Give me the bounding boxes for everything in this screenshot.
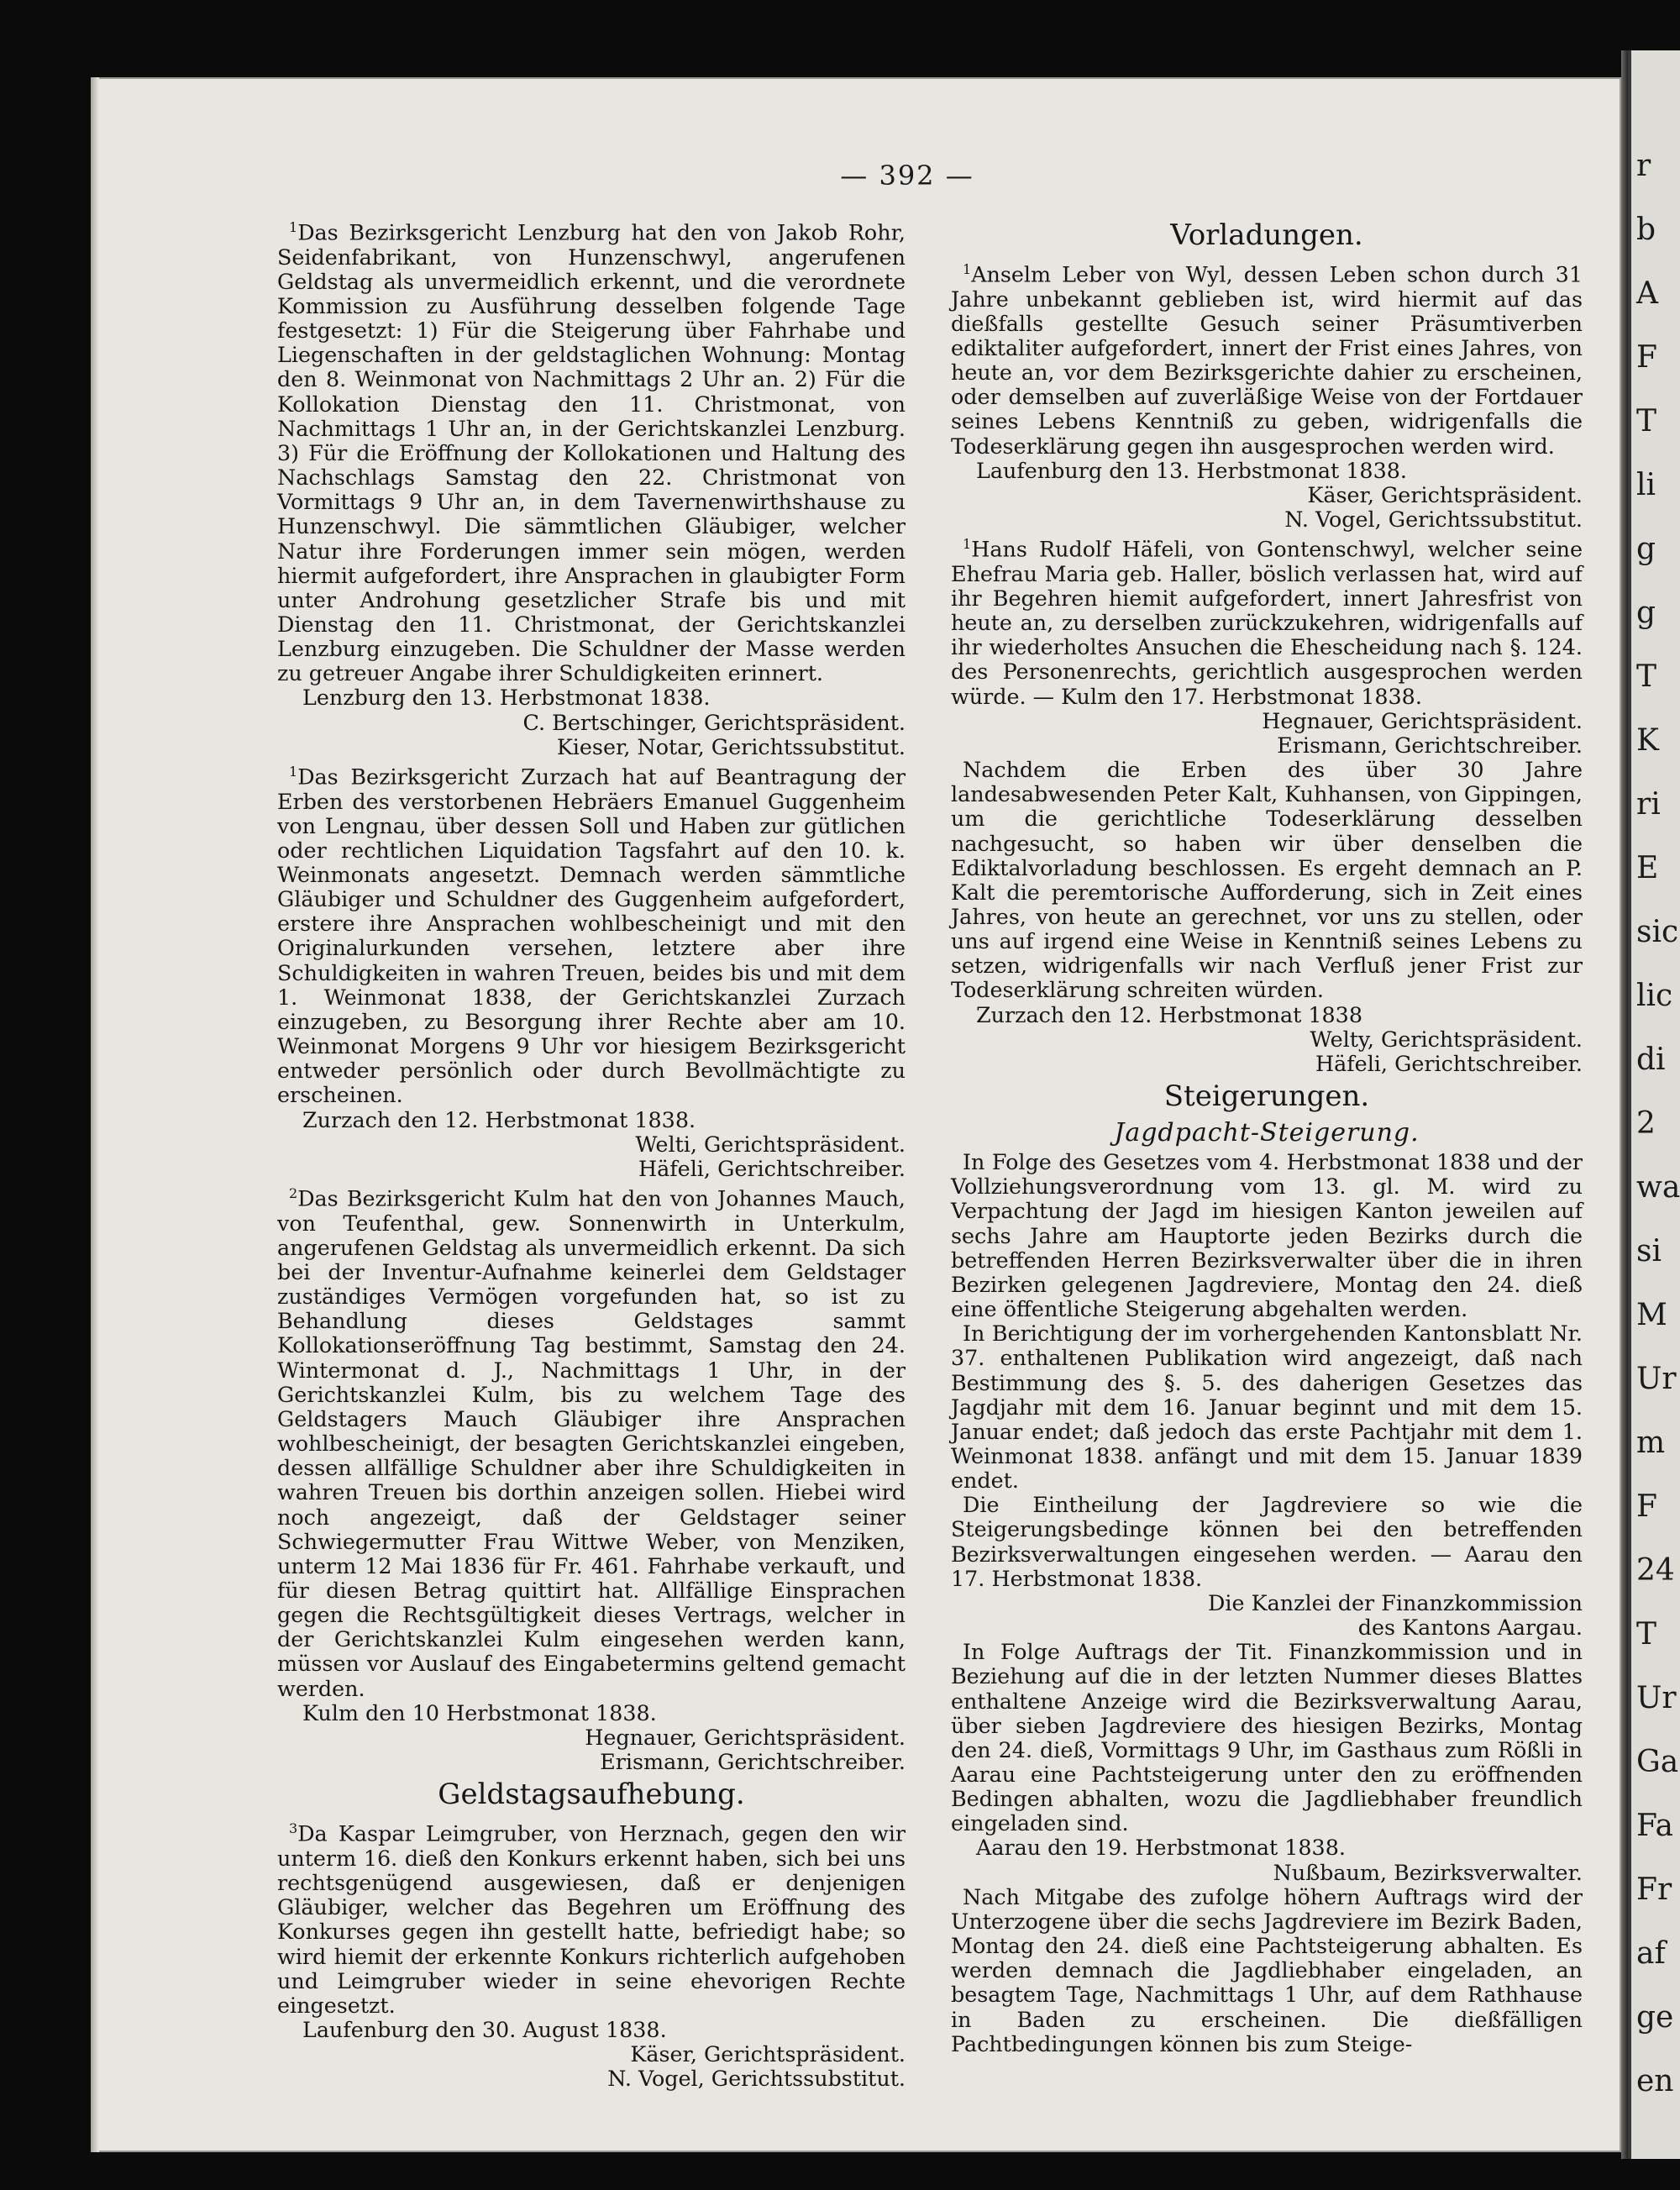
notice-place-date: Laufenburg den 13. Herbstmonat 1838.	[976, 457, 1407, 483]
notice-body	[951, 1321, 1583, 1493]
next-page-fragment: sic	[1636, 915, 1679, 949]
notice	[951, 257, 1583, 532]
notice-marker: 3	[289, 1820, 298, 1837]
next-page-fragment: F	[1636, 1489, 1657, 1524]
notice-body	[951, 532, 1583, 709]
notice-signature: Käser, Gerichtspräsident.	[630, 2041, 906, 2067]
next-page-fragment: K	[1636, 723, 1659, 758]
next-page-fragment: af	[1636, 1936, 1666, 1971]
next-page-fragment: E	[1636, 851, 1659, 885]
notice-place-date: Laufenburg den 30. August 1838.	[302, 2016, 667, 2042]
notice-body	[951, 1150, 1583, 1321]
next-page-fragment: m	[1636, 1426, 1666, 1460]
section-subheading: Jagdpacht-Steigerung.	[1114, 1118, 1420, 1148]
notice-text: In Folge Auftrags der Tit. Finanzkommission und in Beziehung auf die in der letzten Nummer dieses Blattes enthaltene Anzeige wird die Bezirksverwaltung Aarau, über sieben Jagdreviere des hiesigen Bezirks, Montag den 24. dieß, Vormittags 9 Uhr, im Gasthaus zum Rößli in Aarau eine Pachtsteigerung unter den zu eröffnenden Bedingen abhalten, wozu die Jagdliebhaber freundlich eingeladen sind.	[951, 1639, 1583, 1836]
notice-signature: Welti, Gerichtspräsident.	[635, 1131, 906, 1157]
next-page-fragment: r	[1636, 149, 1651, 183]
next-page-fragment: Ga	[1636, 1745, 1679, 1779]
left-column	[277, 215, 906, 2091]
notice-place-date: Aarau den 19. Herbstmonat 1838.	[976, 1835, 1346, 1861]
notice-text: Anselm Leber von Wyl, dessen Leben schon durch 31 Jahre unbekannt geblieben ist, wird hiermit auf das dießfalls gestellte Gesuch seiner Präsumtiverben ediktaliter aufgefordert, innert der Frist eines Jahres, von heute an, vor dem Bezirksgerichte dahier zu erscheinen, oder demselben auf zuverläßige Weise von der Fortdauer seines Lebens Kenntniß zu geben, widrigenfalls die Todeserklärung gegen ihn ausgesprochen werden wird.	[951, 261, 1583, 459]
notice-signature: N. Vogel, Gerichtssubstitut.	[607, 2066, 906, 2092]
next-page-fragment: 2	[1636, 1106, 1656, 1141]
notice-body	[951, 1640, 1583, 1836]
notice-signature: Kieser, Notar, Gerichtssubstitut.	[556, 733, 906, 759]
section-heading: Steigerungen.	[1163, 1079, 1370, 1114]
next-page-fragment: ge	[1636, 2000, 1674, 2035]
page-shadow	[91, 77, 99, 2152]
notice-signature: Hegnauer, Gerichtspräsident.	[1262, 707, 1583, 733]
notice-body	[951, 758, 1583, 1003]
next-page-fragment: F	[1636, 340, 1657, 375]
notice-marker: 1	[963, 261, 972, 277]
notice-text: Nachdem die Erben des über 30 Jahre landesabwesenden Peter Kalt, Kuhhansen, von Gippingen, um die gerichtliche Todeserklärung desselben nachgesucht, so haben wir über denselben die Ediktalvorladung beschlossen. Es ergeht demnach an P. Kalt die peremtorische Aufforderung, sich in Zeit eines Jahres, von heute an gerechnet, vor uns zu stellen, oder uns auf irgend eine Weise in Kenntniß seines Lebens zu setzen, widrigenfalls wir nach Verfluß jener Frist zur Todeserklärung schreiten würden.	[951, 757, 1583, 1003]
next-page-fragment: li	[1636, 468, 1656, 502]
section-heading: Vorladungen.	[1170, 218, 1363, 252]
notice-marker: 1	[289, 219, 298, 235]
notice-body	[277, 759, 906, 1108]
notice-marker: 1	[289, 763, 298, 780]
notice	[951, 1885, 1583, 2056]
next-page-fragment: en	[1636, 2064, 1674, 2098]
next-page-fragment: T	[1636, 1617, 1657, 1652]
notice-text: Die Eintheilung der Jagdreviere so wie die Steigerungsbedinge können bei den betreffenden Bezirksverwaltungen eingesehen werden. — Aarau den 17. Herbstmonat 1838.	[951, 1492, 1583, 1591]
notice-signature: Häfeli, Gerichtschreiber.	[1315, 1050, 1583, 1076]
notice-text: Das Bezirksgericht Zurzach hat auf Beantragung der Erben des verstorbenen Hebräers Emanuel Guggenheim von Lengnau, über dessen Soll und Haben zur gütlichen oder rechtlichen Liquidation Tagsfahrt auf den 10. k. Weinmonats angesetzt. Demnach werden sämmtliche Gläubiger und Schuldner des Guggenheim aufgefordert, erstere ihre Ansprachen wohlbescheinigt und mit den Originalurkunden versehen, letztere aber ihre Schuldigkeiten in wahren Treuen, beides bis und mit dem 1. Weinmonat 1838, der Gerichtskanzlei Zurzach einzugeben, zu Besorgung ihrer Rechte aber am 10. Weinmonat Morgens 9 Uhr vor hiesigem Bezirksgericht entweder persönlich oder durch Bevollmächtigte zu erscheinen.	[277, 764, 906, 1108]
notice-marker: 1	[963, 536, 972, 553]
notice-body	[951, 1493, 1583, 1591]
notice-body	[951, 1885, 1583, 2056]
next-page-fragment: si	[1636, 1234, 1662, 1268]
notice	[951, 758, 1583, 1076]
notice-signature: Nußbaum, Bezirksverwalter.	[1273, 1859, 1583, 1885]
next-page-fragment: ri	[1636, 787, 1661, 822]
notice	[951, 1321, 1583, 1493]
notice-signature: N. Vogel, Gerichtssubstitut.	[1284, 507, 1583, 533]
notice-text: In Folge des Gesetzes vom 4. Herbstmonat 1838 und der Vollziehungsverordnung vom 13. gl. M. wird zu Verpachtung der Jagd im hiesigen Kanton jeweilen auf sechs Jahre am Hauptorte jeden Bezirks durch die betreffenden Herren Bezirksverwalter über die in ihren Bezirken gelegenen Jagdreviere, Montag den 24. dieß eine öffentliche Steigerung abgehalten werden.	[951, 1149, 1583, 1322]
notice-place-date: Lenzburg den 13. Herbstmonat 1838.	[302, 685, 711, 711]
notice-body	[277, 1816, 906, 2018]
book-spine	[1621, 50, 1628, 2159]
next-page-fragment: M	[1636, 1298, 1667, 1332]
notice-place-date: Zurzach den 12. Herbstmonat 1838.	[302, 1106, 696, 1132]
next-page-fragment: T	[1636, 659, 1657, 694]
notice-text: In Berichtigung der im vorhergehenden Kantonsblatt Nr. 37. enthaltenen Publikation wird angezeigt, daß nach Bestimmung des §. 5. des daherigen Gesetzes das Jagdjahr mit dem 16. Januar beginnt und mit dem 15. Januar endet; daß jedoch das erste Pachtjahr mit dem 1. Weinmonat 1838. anfängt und mit dem 15. Januar 1839 endet.	[951, 1321, 1583, 1494]
notice-place-date: Zurzach den 12. Herbstmonat 1838	[976, 1001, 1362, 1027]
next-page-fragment: Ur	[1636, 1362, 1677, 1396]
next-page-fragment: Ur	[1636, 1681, 1677, 1715]
notice-place-date: Kulm den 10 Herbstmonat 1838.	[302, 1699, 657, 1725]
notice-text: Das Bezirksgericht Lenzburg hat den von Jakob Rohr, Seidenfabrikant, von Hunzenschwyl, angerufenen Geldstag als unvermeidlich erkennt, und die verordnete Kommission zu Ausführung desselben folgende Tage festgesetzt: 1) Für die Steigerung über Fahrhabe und Liegenschaften in der geldstaglichen Wohnung: Montag den 8. Weinmonat von Nachmittags 2 Uhr an. 2) Für die Kollokation Dienstag den 11. Christmonat, von Nachmittags 1 Uhr an, in der Gerichtskanzlei Lenzburg. 3) Für die Eröffnung der Kollokationen und Haltung des Nachschlags Samstag den 22. Christmonat von Vormittags 9 Uhr an, in dem Tavernenwirthshause zu Hunzenschwyl. Die sämmtlichen Gläubiger, welcher Natur ihre Forderungen immer sein mögen, werden hiermit aufgefordert, ihre Ansprachen in glaubigter Form unter Androhung gesetzlicher Strafe bis und mit Dienstag den 11. Christmonat, der Gerichtskanzlei Lenzburg einzugeben. Die Schuldner der Masse werden zu getreuer Angabe ihrer Schuldigkeiten erinnert.	[277, 219, 906, 686]
next-page-edge	[1628, 50, 1680, 2159]
notice-signature: Käser, Gerichtspräsident.	[1307, 481, 1583, 507]
notice-signature: C. Bertschinger, Gerichtspräsident.	[522, 709, 906, 735]
page-number: — 392 —	[840, 160, 974, 192]
notice	[277, 759, 906, 1181]
notice	[951, 532, 1583, 758]
next-page-fragment: Fr	[1636, 1872, 1672, 1907]
notice-signature: Erismann, Gerichtschreiber.	[1277, 732, 1583, 758]
notice-signature: Häfeli, Gerichtschreiber.	[638, 1155, 906, 1181]
next-page-fragment: g	[1636, 532, 1656, 566]
notice-signature: Die Kanzlei der Finanzkommission	[1208, 1589, 1583, 1615]
notice-body	[951, 257, 1583, 459]
notice-text: Da Kaspar Leimgruber, von Herznach, gegen den wir unterm 16. dieß den Konkurs erkennt haben, sich bei uns rechtsgenügend ausgewiesen, daß er denjenigen Gläubiger, welcher das Begehren um Eröffnung des Konkurses gegen ihn gestellt hatte, befriedigt habe; so wird hiemit der erkennte Konkurs richterlich aufgehoben und Leimgruber wieder in seine ehevorigen Rechte eingesetzt.	[277, 1820, 906, 2018]
notice-text: Nach Mitgabe des zufolge höhern Auftrags wird der Unterzogene über die sechs Jagdreviere im Bezirk Baden, Montag den 24. dieß eine Pachtsteigerung abhalten. Es werden demnach die Jagdliebhaber eingeladen, an besagtem Tage, Nachmittags 1 Uhr, auf dem Rathhause in Baden zu erscheinen. Die dießfälligen Pachtbedingungen können bis zum Steige-	[951, 1883, 1583, 2056]
notice	[951, 1640, 1583, 1885]
next-page-fragment: lic	[1636, 979, 1673, 1013]
notice-text: Das Bezirksgericht Kulm hat den von Johannes Mauch, von Teufenthal, gew. Sonnenwirth in Unterkulm, angerufenen Geldstag als unvermeidlich erkennt. Da sich bei der Inventur-Aufnahme keinerlei dem Geldstager zuständiges Vermögen vorgefunden hat, so ist zu Behandlung dieses Geldstages sammt Kollokationseröffnung Tag bestimmt, Samstag den 24. Wintermonat d. J., Nachmittags 1 Uhr, in der Gerichtskanzlei Kulm, bis zu welchem Tage des Geldstagers Mauch Gläubiger ihre Ansprachen wohlbescheinigt, der besagten Gerichtskanzlei eingeben, dessen allfällige Schuldner aber ihre Schuldigkeiten in wahren Treuen bis dorthin anzeigen sollen. Hiebei wird noch angezeigt, daß der Geldstager seiner Schwiegermutter Frau Wittwe Weber, von Menziken, unterm 12 Mai 1836 für Fr. 461. Fahrhabe verkauft, und für diesen Betrag quittirt hat. Allfällige Einsprachen gegen die Rechtsgültigkeit dieses Vertrags, welcher in der Gerichtskanzlei Kulm eingesehen werden kann, müssen vor Auslauf des Eingabetermins geltend gemacht werden.	[277, 1185, 906, 1701]
notice	[277, 215, 906, 759]
notice-body	[277, 215, 906, 685]
next-page-fragment: di	[1636, 1042, 1666, 1077]
next-page-fragment: A	[1636, 276, 1658, 311]
notice-signature: Hegnauer, Gerichtspräsident.	[585, 1724, 906, 1750]
next-page-fragment: g	[1636, 596, 1656, 630]
next-page-fragment: b	[1636, 213, 1656, 247]
next-page-fragment: Fa	[1636, 1809, 1673, 1843]
notice-signature: Welty, Gerichtspräsident.	[1310, 1026, 1583, 1052]
notice-text: Hans Rudolf Häfeli, von Gontenschwyl, welcher seine Ehefrau Maria geb. Haller, böslich verlassen hat, wird auf ihr Begehren hiemit aufgefordert, innert Jahresfrist von heute an, zu derselben zurückzukehren, widrigenfalls auf ihr wiederholtes Ansuchen die Ehescheidung nach §. 124. des Personenrechts, gerichtlich ausgesprochen werden würde. — Kulm den 17. Herbstmonat 1838.	[951, 536, 1583, 709]
notice	[951, 1150, 1583, 1321]
notice	[277, 1816, 906, 2091]
next-page-fragment: T	[1636, 404, 1657, 439]
next-page-fragment: wa	[1636, 1170, 1680, 1205]
next-page-fragment: 24	[1636, 1553, 1675, 1588]
section-heading: Geldstagsaufhebung.	[438, 1778, 745, 1812]
notice-signature: Erismann, Gerichtschreiber.	[600, 1749, 906, 1775]
notice	[951, 1493, 1583, 1640]
notice-marker: 2	[289, 1185, 298, 1202]
notice	[277, 1181, 906, 1774]
notice-signature: des Kantons Aargau.	[1357, 1615, 1583, 1641]
notice-body	[277, 1181, 906, 1701]
right-column	[951, 215, 1583, 2056]
